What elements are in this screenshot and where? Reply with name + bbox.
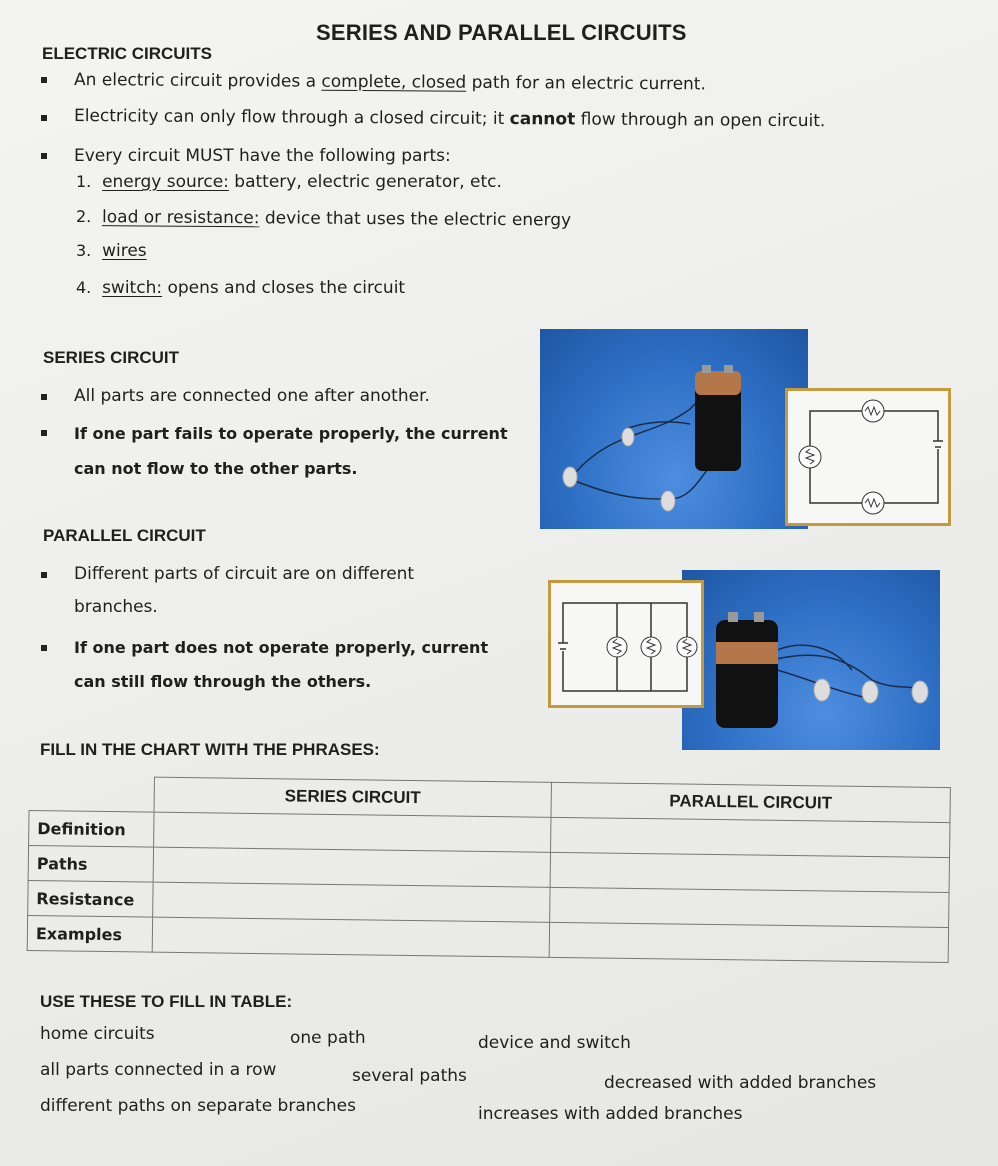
series-circuit-diagram bbox=[785, 388, 951, 526]
series-heading: SERIES CIRCUIT bbox=[43, 348, 180, 367]
bullet bbox=[41, 115, 47, 121]
phrase-item: different paths on separate branches bbox=[40, 1096, 356, 1116]
bullet bbox=[41, 572, 47, 578]
series-bullet-1: All parts are connected one after another. bbox=[74, 386, 430, 406]
chart-cell[interactable] bbox=[153, 847, 550, 887]
bullet bbox=[41, 77, 47, 83]
chart-cell[interactable] bbox=[152, 917, 549, 957]
parallel-bullet-2-line-2: can still flow through the others. bbox=[74, 672, 372, 691]
chart-cell[interactable] bbox=[153, 882, 550, 922]
chart-instruction: FILL IN THE CHART WITH THE PHRASES: bbox=[40, 740, 380, 759]
bullet bbox=[41, 645, 47, 651]
page-title: SERIES AND PARALLEL CIRCUITS bbox=[316, 20, 687, 45]
series-bullet-2-line-1: If one part fails to operate properly, the current bbox=[74, 424, 508, 443]
phrase-item: several paths bbox=[352, 1066, 467, 1086]
phrase-item: increases with added branches bbox=[478, 1104, 743, 1124]
parallel-circuit-photo bbox=[682, 570, 940, 750]
electric-bullet-2: Electricity can only flow through a closed circuit; it cannot flow through an open circuit. bbox=[73, 106, 826, 132]
phrase-item: all parts connected in a row bbox=[40, 1060, 277, 1080]
chart-col-series: SERIES CIRCUIT bbox=[154, 777, 551, 817]
parallel-circuit-diagram bbox=[548, 580, 704, 708]
part-3: 3. wires bbox=[76, 241, 147, 261]
chart-cell[interactable] bbox=[551, 817, 950, 857]
series-circuit-photo bbox=[540, 329, 808, 529]
bullet bbox=[41, 153, 47, 159]
bullet bbox=[41, 394, 47, 400]
electric-circuits-heading: ELECTRIC CIRCUITS bbox=[42, 44, 212, 63]
chart-row-label: Paths bbox=[28, 846, 153, 883]
word-bank-heading: USE THESE TO FILL IN TABLE: bbox=[40, 992, 293, 1011]
phrase-item: decreased with added branches bbox=[604, 1073, 877, 1093]
chart-row-label: Examples bbox=[27, 915, 152, 952]
part-1: 1. energy source: battery, electric generator, etc. bbox=[76, 172, 502, 192]
part-4: 4. switch: opens and closes the circuit bbox=[76, 278, 406, 298]
parallel-bullet-1-line-1: Different parts of circuit are on different bbox=[74, 564, 415, 584]
chart-col-parallel: PARALLEL CIRCUIT bbox=[551, 782, 950, 822]
comparison-chart bbox=[27, 775, 951, 963]
chart-cell[interactable] bbox=[550, 852, 949, 892]
electric-bullet-3: Every circuit MUST have the following parts: bbox=[74, 146, 451, 166]
phrase-item: one path bbox=[290, 1028, 366, 1048]
part-2: 2. load or resistance: device that uses the electric energy bbox=[75, 207, 572, 231]
chart-row-label: Definition bbox=[29, 811, 154, 848]
parallel-heading: PARALLEL CIRCUIT bbox=[43, 526, 206, 545]
chart-cell[interactable] bbox=[549, 922, 948, 962]
chart-cell[interactable] bbox=[154, 812, 551, 852]
electric-bullet-1: An electric circuit provides a complete, closed path for an electric current. bbox=[73, 70, 706, 95]
bullet bbox=[41, 430, 47, 436]
phrase-item: device and switch bbox=[478, 1033, 631, 1053]
chart-corner bbox=[29, 776, 154, 813]
chart-row-label: Resistance bbox=[28, 880, 153, 917]
parallel-bullet-1-line-2: branches. bbox=[74, 597, 158, 617]
phrase-item: home circuits bbox=[40, 1024, 155, 1044]
series-bullet-2-line-2: can not flow to the other parts. bbox=[74, 459, 358, 478]
parallel-bullet-2-line-1: If one part does not operate properly, current bbox=[74, 638, 489, 657]
chart-cell[interactable] bbox=[550, 887, 949, 927]
